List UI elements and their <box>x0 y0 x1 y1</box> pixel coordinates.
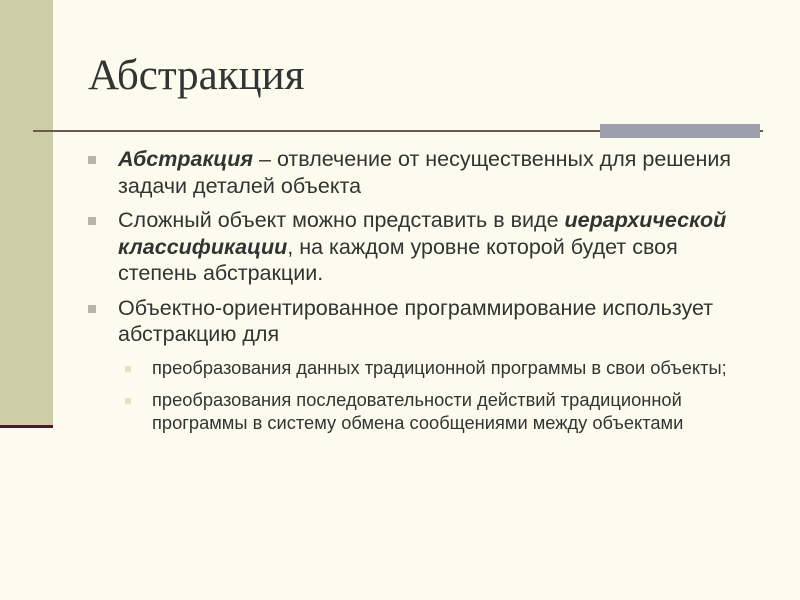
sub-bullet-text: преобразования данных традиционной программы в свои объекты; <box>152 356 727 378</box>
title-accent-bar <box>600 124 760 138</box>
sub-bullet-item <box>88 388 748 434</box>
small-square-bullet-icon <box>125 366 131 372</box>
sub-bullet-text: преобразования последовательности действий традиционной программы в систему обмена сообщениями между объектами <box>152 388 684 433</box>
term-abstraction: Абстракция <box>118 147 254 171</box>
small-square-bullet-icon <box>125 398 131 404</box>
left-decorative-band <box>0 0 53 426</box>
hierarchy-text-start: Сложный объект можно представить в виде <box>118 208 565 232</box>
bullet-item-oop <box>88 295 748 348</box>
bullet-item-hierarchy <box>88 207 748 287</box>
square-bullet-icon <box>88 217 96 225</box>
hierarchy-term: иерархической классификации <box>118 208 727 259</box>
hierarchy-text-end: , на каждом уровне которой будет своя степень абстракции. <box>118 234 678 285</box>
left-band-underline <box>0 425 53 428</box>
oop-text: Объектно-ориентированное программирование использует абстракцию для <box>118 295 714 346</box>
sub-bullet-item <box>88 356 748 379</box>
bullet-item-definition <box>88 146 748 199</box>
square-bullet-icon <box>88 305 96 313</box>
square-bullet-icon <box>88 156 96 164</box>
definition-text: – отвлечение от несущественных для решения задачи деталей объекта <box>118 147 732 198</box>
slide-title: Абстракция <box>88 52 305 99</box>
bullet-list <box>88 146 748 443</box>
